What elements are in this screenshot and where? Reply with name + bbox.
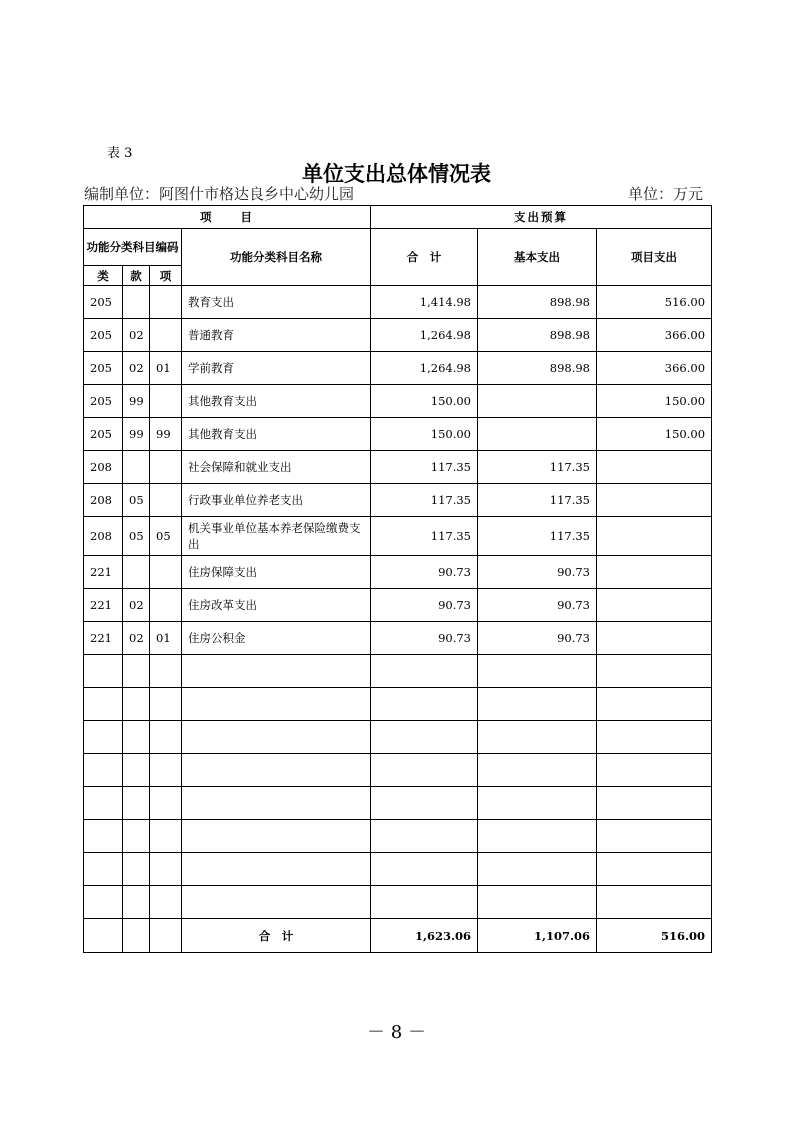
empty-cell: [371, 754, 478, 787]
empty-cell: [597, 886, 712, 919]
cell-total: 1,264.98: [371, 319, 478, 352]
empty-cell: [371, 688, 478, 721]
cell-xiang: [150, 451, 182, 484]
empty-cell: [123, 787, 150, 820]
cell-name: 行政事业单位养老支出: [182, 484, 371, 517]
cell-lei: 205: [84, 286, 123, 319]
cell-xiang: [150, 556, 182, 589]
header-row-2: [84, 229, 712, 266]
cell-project: 366.00: [597, 352, 712, 385]
table-row: [84, 517, 712, 556]
cell-total: 117.35: [371, 517, 478, 556]
empty-cell: [84, 820, 123, 853]
cell-kuan: 02: [123, 319, 150, 352]
header-kuan: 款: [123, 266, 150, 286]
cell-kuan: 05: [123, 484, 150, 517]
totals-row: [84, 919, 712, 953]
empty-cell: [478, 754, 597, 787]
table-row: [84, 286, 712, 319]
empty-cell: [123, 754, 150, 787]
table-row: [84, 418, 712, 451]
cell-project: 150.00: [597, 418, 712, 451]
cell-total: 150.00: [371, 385, 478, 418]
empty-cell: [371, 721, 478, 754]
header-func-name: 功能分类科目名称: [182, 229, 371, 286]
cell-kuan: [123, 556, 150, 589]
empty-cell: [150, 787, 182, 820]
cell-basic: 898.98: [478, 352, 597, 385]
compiling-unit: 编制单位：阿图什市格达良乡中心幼儿园: [84, 185, 355, 203]
empty-cell: [150, 754, 182, 787]
empty-row: [84, 820, 712, 853]
cell-project: [597, 451, 712, 484]
empty-cell: [150, 886, 182, 919]
header-item: 项 目: [84, 206, 371, 229]
cell-name: 社会保障和就业支出: [182, 451, 371, 484]
empty-cell: [597, 853, 712, 886]
cell-name: 住房改革支出: [182, 589, 371, 622]
page-number: － 8 －: [367, 1022, 426, 1043]
cell-lei: 208: [84, 484, 123, 517]
cell-name: 其他教育支出: [182, 418, 371, 451]
empty-cell: [182, 886, 371, 919]
empty-cell: [371, 655, 478, 688]
empty-cell: [123, 655, 150, 688]
cell-name: 机关事业单位基本养老保险缴费支出: [182, 517, 371, 556]
currency-unit: 单位：万元: [627, 185, 703, 203]
table-row: [84, 484, 712, 517]
empty-cell: [84, 688, 123, 721]
cell-lei: 221: [84, 589, 123, 622]
empty-cell: [182, 721, 371, 754]
cell-project: 366.00: [597, 319, 712, 352]
empty-cell: [371, 853, 478, 886]
header-total: 合 计: [371, 229, 478, 286]
totals-label: 合 计: [182, 919, 371, 953]
table-row: [84, 451, 712, 484]
cell-total: 150.00: [371, 418, 478, 451]
cell-kuan: 02: [123, 622, 150, 655]
empty-cell: [182, 655, 371, 688]
cell-basic: 90.73: [478, 622, 597, 655]
empty-row: [84, 787, 712, 820]
cell-basic: [478, 385, 597, 418]
cell-project: [597, 484, 712, 517]
cell-lei: 221: [84, 556, 123, 589]
cell-basic: 117.35: [478, 451, 597, 484]
table-number: 表 3: [107, 146, 133, 161]
cell-xiang: [150, 589, 182, 622]
empty-cell: [478, 886, 597, 919]
empty-cell: [182, 787, 371, 820]
cell-lei: 205: [84, 385, 123, 418]
cell-name: 住房保障支出: [182, 556, 371, 589]
cell-kuan: 99: [123, 418, 150, 451]
totals-basic: 1,107.06: [478, 919, 597, 953]
table-row: [84, 556, 712, 589]
cell-total: 1,264.98: [371, 352, 478, 385]
empty-cell: [84, 886, 123, 919]
empty-cell: [123, 820, 150, 853]
empty-cell: [150, 655, 182, 688]
empty-cell: [597, 820, 712, 853]
cell-project: [597, 517, 712, 556]
empty-cell: [597, 787, 712, 820]
empty-cell: [371, 820, 478, 853]
cell-name: 学前教育: [182, 352, 371, 385]
cell-project: [597, 589, 712, 622]
header-basic: 基本支出: [478, 229, 597, 286]
empty-cell: [123, 853, 150, 886]
cell-total: 90.73: [371, 622, 478, 655]
cell-kuan: [123, 286, 150, 319]
totals-total: 1,623.06: [371, 919, 478, 953]
cell-xiang: 05: [150, 517, 182, 556]
empty-cell: [150, 820, 182, 853]
table-row: [84, 319, 712, 352]
empty-cell: [150, 853, 182, 886]
empty-cell: [150, 919, 182, 953]
cell-basic: 117.35: [478, 484, 597, 517]
cell-lei: 208: [84, 451, 123, 484]
cell-total: 117.35: [371, 451, 478, 484]
cell-name: 住房公积金: [182, 622, 371, 655]
table-row: [84, 622, 712, 655]
cell-lei: 205: [84, 418, 123, 451]
cell-lei: 205: [84, 319, 123, 352]
empty-row: [84, 721, 712, 754]
empty-cell: [123, 886, 150, 919]
empty-row: [84, 886, 712, 919]
header-row-1: [84, 206, 712, 229]
cell-project: 516.00: [597, 286, 712, 319]
empty-cell: [123, 688, 150, 721]
empty-cell: [123, 919, 150, 953]
cell-kuan: 02: [123, 352, 150, 385]
cell-project: 150.00: [597, 385, 712, 418]
empty-cell: [150, 721, 182, 754]
empty-cell: [123, 721, 150, 754]
empty-row: [84, 853, 712, 886]
header-xiang: 项: [150, 266, 182, 286]
cell-basic: [478, 418, 597, 451]
empty-cell: [84, 919, 123, 953]
empty-row: [84, 655, 712, 688]
empty-cell: [182, 820, 371, 853]
cell-basic: 90.73: [478, 556, 597, 589]
table-row: [84, 385, 712, 418]
table-row: [84, 352, 712, 385]
empty-cell: [371, 787, 478, 820]
header-lei: 类: [84, 266, 123, 286]
empty-cell: [478, 655, 597, 688]
empty-cell: [182, 688, 371, 721]
cell-basic: 898.98: [478, 319, 597, 352]
empty-cell: [478, 721, 597, 754]
table-row: [84, 589, 712, 622]
cell-xiang: [150, 385, 182, 418]
cell-kuan: 99: [123, 385, 150, 418]
empty-cell: [478, 853, 597, 886]
cell-xiang: [150, 484, 182, 517]
cell-xiang: 99: [150, 418, 182, 451]
cell-total: 1,414.98: [371, 286, 478, 319]
cell-kuan: 05: [123, 517, 150, 556]
cell-lei: 208: [84, 517, 123, 556]
empty-cell: [84, 721, 123, 754]
empty-cell: [84, 853, 123, 886]
header-budget: 支出预算: [371, 206, 712, 229]
empty-row: [84, 754, 712, 787]
header-project: 项目支出: [597, 229, 712, 286]
cell-name: 普通教育: [182, 319, 371, 352]
cell-kuan: 02: [123, 589, 150, 622]
empty-cell: [597, 754, 712, 787]
cell-project: [597, 556, 712, 589]
cell-project: [597, 622, 712, 655]
cell-basic: 117.35: [478, 517, 597, 556]
cell-name: 教育支出: [182, 286, 371, 319]
cell-total: 117.35: [371, 484, 478, 517]
cell-xiang: [150, 286, 182, 319]
empty-cell: [478, 688, 597, 721]
cell-basic: 898.98: [478, 286, 597, 319]
cell-total: 90.73: [371, 589, 478, 622]
cell-xiang: 01: [150, 352, 182, 385]
header-func-code: 功能分类科目编码: [84, 229, 182, 266]
empty-cell: [84, 655, 123, 688]
cell-total: 90.73: [371, 556, 478, 589]
empty-cell: [182, 853, 371, 886]
empty-cell: [597, 688, 712, 721]
empty-cell: [150, 688, 182, 721]
cell-name: 其他教育支出: [182, 385, 371, 418]
cell-basic: 90.73: [478, 589, 597, 622]
empty-cell: [371, 886, 478, 919]
empty-cell: [478, 820, 597, 853]
empty-cell: [597, 655, 712, 688]
empty-cell: [182, 754, 371, 787]
cell-xiang: [150, 319, 182, 352]
empty-cell: [84, 754, 123, 787]
page-title: 单位支出总体情况表: [302, 162, 491, 186]
cell-lei: 221: [84, 622, 123, 655]
cell-kuan: [123, 451, 150, 484]
empty-cell: [478, 787, 597, 820]
expenditure-table: [83, 205, 712, 953]
empty-cell: [597, 721, 712, 754]
cell-lei: 205: [84, 352, 123, 385]
cell-xiang: 01: [150, 622, 182, 655]
empty-row: [84, 688, 712, 721]
totals-project: 516.00: [597, 919, 712, 953]
empty-cell: [84, 787, 123, 820]
